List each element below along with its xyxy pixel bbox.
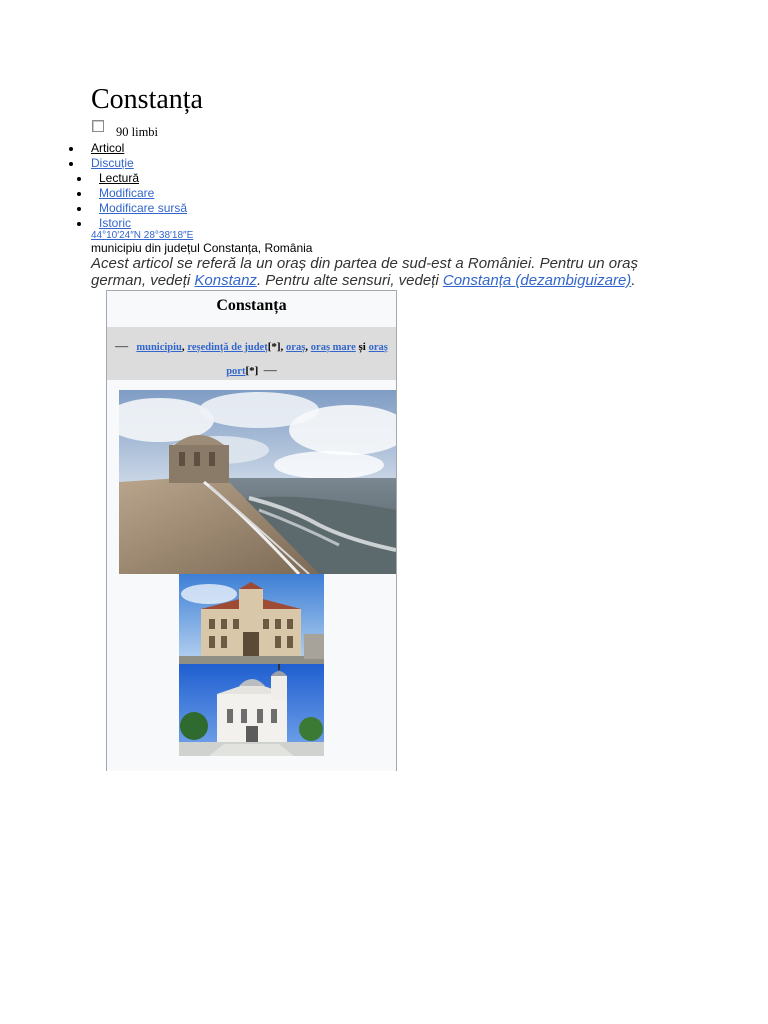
infobox-type-row [107,327,396,380]
museum-building-photo [179,574,324,664]
page-title: Constanța [91,84,203,115]
history-museum-image[interactable] [179,574,324,664]
tab-read-label[interactable]: Lectură [99,171,140,185]
dash: — [263,362,277,377]
bullet [77,222,81,226]
church-building-photo [179,664,324,756]
hatnote-text: . Pentru alte sensuri, vedeți [256,272,443,289]
hatnote-link-konstanz[interactable]: Konstanz [194,272,257,289]
tab-article-label[interactable]: Articol [91,141,125,155]
separator: , [181,341,185,353]
infobox-title: Constanța [216,297,287,314]
hatnote-text: . [631,272,636,289]
type-link-resedinta[interactable]: reședință de județ [187,342,268,353]
type-link-municipiu[interactable]: municipiu [136,342,182,353]
bullet [77,192,81,196]
ref-marker[interactable]: [*] [245,365,259,377]
hatnote-link-disambiguation[interactable]: Constanța (dezambiguizare) [442,272,632,289]
type-link-oras[interactable]: oraș [286,342,306,353]
infobox [106,290,397,771]
language-checkbox[interactable] [92,120,104,132]
hatnote [91,255,691,289]
type-link-oras-port[interactable]: oraș port [226,342,388,377]
type-link-oras-mare[interactable]: oraș mare [310,342,356,353]
casino-seafront-photo [119,390,396,574]
bullet [77,207,81,211]
bullet [69,162,73,166]
separator: , [280,341,284,353]
coordinates-link[interactable]: 44°10′24″N 28°38′18″E [91,230,194,241]
tab-edit-source-label[interactable]: Modificare sursă [99,201,188,215]
language-count[interactable]: 90 limbi [116,125,159,139]
tab-talk-label[interactable]: Discuție [91,156,134,170]
hatnote-text: Acest articol se referă la un oraș din partea de sud-est a României. Pentru un oraș german, vedeți [91,255,638,289]
separator: , [305,341,309,353]
ref-marker[interactable]: [*] [267,341,281,353]
dash: — [115,338,129,353]
page-subtitle: municipiu din județul Constanța, România [91,241,313,255]
bullet [77,177,81,181]
casino-seafront-image[interactable] [119,390,396,574]
bullet [69,147,73,151]
tab-edit-label[interactable]: Modificare [99,186,155,200]
separator: și [355,341,369,353]
tab-history-label[interactable]: Istoric [99,216,132,230]
church-image[interactable] [179,664,324,756]
